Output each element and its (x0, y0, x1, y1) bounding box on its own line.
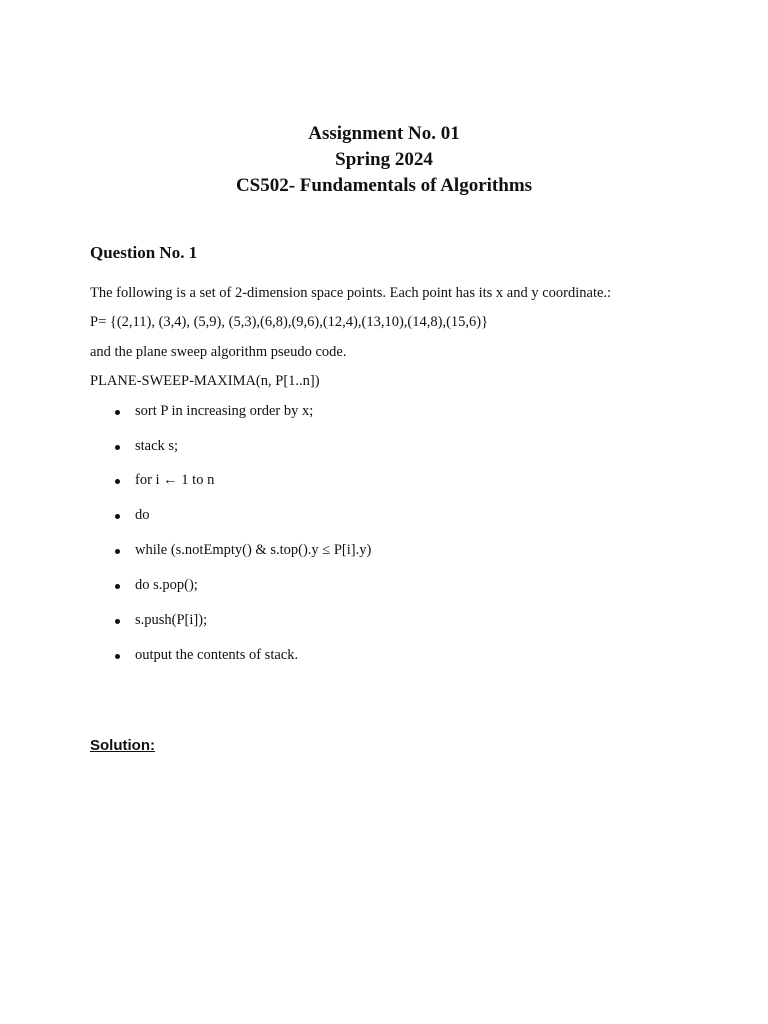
pseudo-code-line: stack s; (135, 438, 179, 454)
bullet-icon (115, 619, 120, 624)
assignment-title: Assignment No. 01 (308, 123, 460, 144)
question-heading: Question No. 1 (90, 243, 198, 262)
list-item (0, 577, 500, 597)
pseudo-code-line: do s.pop(); (135, 577, 198, 593)
bullet-icon (115, 445, 120, 450)
pseudo-code-line: while (s.notEmpty() & s.top().y ≤ P[i].y) (135, 542, 372, 558)
solution-heading: Solution: (90, 737, 155, 754)
bullet-icon (115, 584, 120, 589)
question-intro: The following is a set of 2-dimension space points. Each point has its x and y coordinate.: (90, 285, 612, 301)
course-title: CS502- Fundamentals of Algorithms (235, 175, 533, 196)
algorithm-intro: and the plane sweep algorithm pseudo code. (90, 344, 347, 360)
semester-title: Spring 2024 (335, 149, 433, 170)
point-set: P= {(2,11), (3,4), (5,9), (5,3),(6,8),(9,6),(12,4),(13,10),(14,8),(15,6)} (90, 314, 489, 330)
pseudo-code-line: for i ← 1 to n (135, 472, 215, 488)
list-item (0, 403, 500, 423)
pseudo-code-line: s.push(P[i]); (135, 612, 208, 628)
list-item (0, 472, 500, 492)
bullet-icon (115, 410, 120, 415)
list-item (0, 438, 500, 458)
bullet-icon (115, 514, 120, 519)
bullet-icon (115, 654, 120, 659)
bullet-icon (115, 479, 120, 484)
bullet-icon (115, 549, 120, 554)
document-title-block (0, 121, 768, 199)
list-item (0, 647, 500, 667)
list-item (0, 542, 500, 562)
list-item (0, 507, 500, 527)
algorithm-signature: PLANE-SWEEP-MAXIMA(n, P[1..n]) (90, 373, 320, 389)
list-item (0, 612, 500, 632)
pseudo-code-line: output the contents of stack. (135, 647, 299, 663)
pseudo-code-line: sort P in increasing order by x; (135, 403, 314, 419)
pseudo-code-line: do (135, 507, 150, 523)
